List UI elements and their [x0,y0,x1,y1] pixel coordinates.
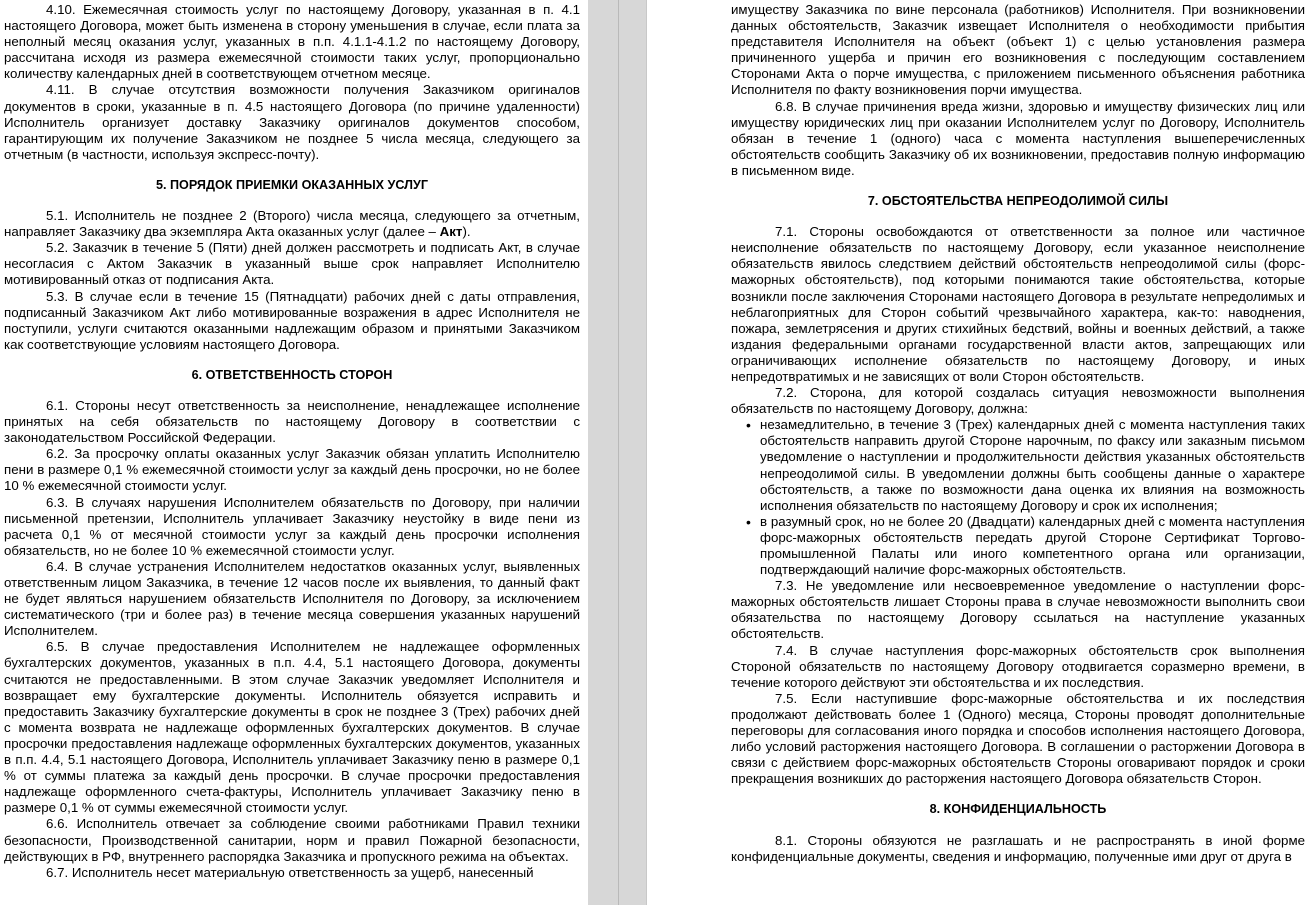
bullet-icon: • [746,513,751,530]
clause-paragraph: 6.8. В случае причинения вреда жизни, здоровью и имуществу физических лиц или имуществу юридических лиц при оказании Исполнителем услуг по Договору, Исполнитель обязан в течение 1 (одного) часа с момента наступления вышеперечисленных обстоятельств сообщить Заказчику об их возникновении, предоставив полную информацию в письменном виде. [731,98,1305,178]
bullet-icon: • [746,417,751,434]
clause-paragraph: 6.4. В случае устранения Исполнителем недостатков оказанных услуг, выявленных ответственным лицом Заказчика, в течение 12 часов после их выявления, то данный факт не будет являться нарушением обязательств Исполнителя по Договору, за исключением систематического (три и более раз) в течение месяца совершения указанных нарушений Исполнителем. [4,558,580,639]
clause-paragraph: 7.4. В случае наступления форс-мажорных обстоятельств срок выполнения Стороной обязательств по настоящему Договору отодвигается соразмерно времени, в течение которого действуют эти обстоятельства и их последствия. [731,642,1305,690]
clause-paragraph: 4.11. В случае отсутствия возможности получения Заказчиком оригиналов документов в сроки, указанные в п. 4.5 настоящего Договора (по причине удаленности) Исполнитель организует доставку Заказчику оригиналов документов способом, гарантирующим их получение Заказчиком не позднее 5 числа месяца, следующего за отчетным (в частности, используя экспресс-почту). [4,82,580,162]
paragraph-continuation: имуществу Заказчика по вине персонала (работников) Исполнителя. При возникновении данных обстоятельств, Заказчик извещает Исполнителя о необходимости прибытия представителя Исполнителя на объект (объект 1) с целью установления размера причиненного ущерба и причин его возникновения с последующим составлением Сторонами Акта о порче имущества, с приложением письменного объяснения работника Исполнителя по факту возникновения порчи имущества. [731,2,1305,98]
clause-paragraph: 6.3. В случаях нарушения Исполнителем обязательств по Договору, при наличии письменной претензии, Исполнитель уплачивает Заказчику неустойку в виде пени из расчета 0,1 % от месячной стоимости услуг за каждый день просрочки исполнения обязательств, но не более 10 % ежемесячной стоимости услуг. [4,494,580,558]
bullet-item [731,514,1305,578]
text-column-left [0,0,588,881]
document-page-right [646,0,1313,905]
clause-text: 5.1. Исполнитель не позднее 2 (Второго) числа месяца, следующего за отчетным, направляет Заказчику два экземпляра Акта оказанных услуг (далее – [4,208,580,240]
clause-paragraph: 7.2. Сторона, для которой создалась ситуация невозможности выполнения обязательств по настоящему Договору, должна: [731,385,1305,417]
page-gap [588,0,646,905]
clause-paragraph [4,208,580,240]
clause-paragraph: 6.1. Стороны несут ответственность за неисполнение, ненадлежащее исполнение принятых на себя обязательств по настоящему Договору в соответствии с законодательством Российской Федерации. [4,397,580,446]
clause-tail: ). [462,224,471,240]
clause-paragraph: 6.6. Исполнитель отвечает за соблюдение своими работниками Правил техники безопасности, Производственной санитарии, норм и правил Пожарной безопасности, действующих в РФ, внутреннего распорядка Заказчика и пропускного режима на объектах. [4,816,580,864]
section-heading: 8. КОНФИДЕНЦИАЛЬНОСТЬ [929,802,1107,817]
bullet-text: в разумный срок, но не более 20 (Двадцати) календарных дней с момента наступления форс-мажорных обстоятельств передать другой Стороне Сертификат Торгово-промышленной Палаты или иного компетентного органа или организации, подтверждающий наличие форс-мажорных обстоятельств. [760,513,1305,578]
document-page-left [0,0,588,905]
clause-paragraph: 7.3. Не уведомление или несвоевременное уведомление о наступлении форс-мажорных обстоятельств лишает Стороны права в случае невозможности выполнить свои обязательства по настоящему Договору ссылаться на наступление указанных обстоятельств. [731,578,1305,642]
text-column-right [647,0,1313,865]
clause-paragraph: 5.2. Заказчик в течение 5 (Пяти) дней должен рассмотреть и подписать Акт, в случае несогласия с Актом Заказчик в указанный выше срок направляет Исполнителю мотивированный отказ от подписания Акта. [4,240,580,288]
clause-paragraph: 6.5. В случае предоставления Исполнителем не надлежащее оформленных бухгалтерских документов, указанных в п.п. 4.4, 5.1 настоящего Договора, документы считаются не предоставленными. В этом случае Заказчик уведомляет Исполнителя и возвращает ему бухгалтерские документы. Исполнитель обязуется исправить и предоставить Заказчику бухгалтерские документы в срок не позднее 3 (Трех) рабочих дней с момента возврата не надлежаще оформленных бухгалтерских документов. В случае просрочки предоставления надлежаще оформленных бухгалтерских документов, указанных в п.п. 4.4, 5.1 настоящего Договора, Исполнитель уплачивает Заказчику пеню в размере 0,1 % от суммы платежа за каждый день просрочки. В случае просрочки предоставления надлежаще оформленного счета-фактуры, Исполнитель уплачивает Заказчику пеню в размере 0,1 % от суммы ежемесячной стоимости услуг. [4,639,580,816]
bullet-item [731,417,1305,514]
clause-paragraph: 8.1. Стороны обязуются не разглашать и не распространять в иной форме конфиденциальные документы, сведения и информацию, полученные ими друг от друга в [731,832,1305,864]
clause-paragraph: 7.1. Стороны освобождаются от ответственности за полное или частичное неисполнение обязательств по настоящему Договору, если указанное неисполнение обязательств явилось следствием действий обстоятельств непреодолимой силы (форс-мажорных обстоятельств), под которыми понимаются такие обстоятельства, которые возникли после заключения Сторонами настоящего Договора в результате непредолимых и неблагоприятных для Сторон событий чрезвычайного характера, как-то: наводнения, пожара, землетрясения и других стихийных бедствий, войны и военных действий, а также издания федеральными органами государственной власти актов, запрещающих или ограничивающих исполнение обязательств по настоящему Договору, и иных непредотвратимых и не зависящих от воли Сторон обстоятельств. [731,224,1305,384]
clause-paragraph: 6.7. Исполнитель несет материальную ответственность за ущерб, нанесенный [46,864,534,880]
clause-paragraph: 6.2. За просрочку оплаты оказанных услуг Заказчик обязан уплатить Исполнителю пени в размере 0,1 % ежемесячной стоимости услуг за каждый день просрочки, но не более 10 % ежемесячной стоимости услуг. [4,446,580,494]
section-heading: 6. ОТВЕТСТВЕННОСТЬ СТОРОН [191,367,393,382]
defined-term: Акт [439,224,463,240]
clause-paragraph: 7.5. Если наступившие форс-мажорные обстоятельства и их последствия продолжают действовать более 1 (Одного) месяца, Стороны проводят дополнительные переговоры для согласования иного порядка и способов исполнения настоящего Договора, либо условий расторжения настоящего Договора. В соглашении о расторжении Договора в связи с действием форс-мажорных обстоятельств Стороны оговаривают порядок и сроки прекращения возникших до расторжения настоящего Договора обязательств Сторон. [731,690,1305,787]
clause-paragraph: 4.10. Ежемесячная стоимость услуг по настоящему Договору, указанная в п. 4.1 настоящего Договора, может быть изменена в сторону уменьшения в случае, если плата за неполный месяц оказания услуг, указанных в п.п. 4.1.1-4.1.2 по настоящему Договору, рассчитана исходя из размера ежемесячной стоимости таких услуг, пропорционально количеству календарных дней в соответствующем отчетном месяце. [4,2,580,82]
clause-paragraph: 5.3. В случае если в течение 15 (Пятнадцати) рабочих дней с даты отправления, подписанный Заказчиком Акт либо мотивированные возражения в адрес Исполнителя не поступили, услуги считаются оказанными надлежащим образом и принятыми Заказчиком как соответствующие условиям настоящего Договора. [4,288,580,352]
bullet-text: незамедлительно, в течение 3 (Трех) календарных дней с момента наступления таких обстоятельств направить другой Стороне нарочным, по факсу или заказным письмом уведомление о наступлении и продолжительности действия указанных обстоятельств непреодолимой силы. В уведомлении должны быть сообщены данные о характере обстоятельств, а также по возможности дана оценка их влияния на возможность исполнения обязательств по настоящему Договору и срок их исполнения; [760,417,1305,513]
section-heading: 7. ОБСТОЯТЕЛЬСТВА НЕПРЕОДОЛИМОЙ СИЛЫ [867,194,1169,209]
section-heading: 5. ПОРЯДОК ПРИЕМКИ ОКАЗАННЫХ УСЛУГ [156,177,428,192]
